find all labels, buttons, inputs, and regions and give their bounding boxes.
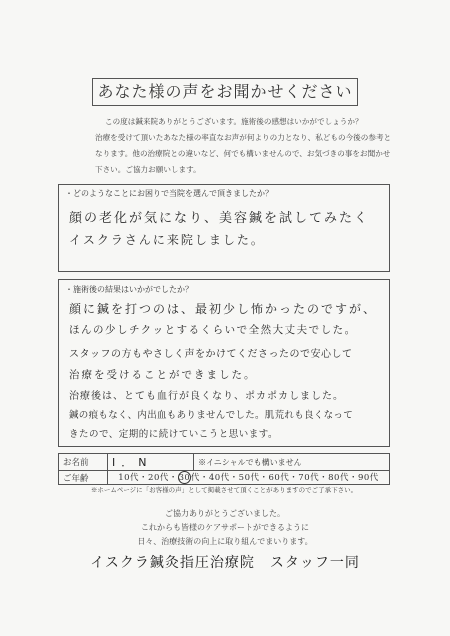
thanks-line: 日々、治療技術の向上に取り組んでまいります。 bbox=[137, 537, 313, 546]
thanks-line: ご協力ありがとうございました。 bbox=[165, 509, 285, 518]
question2-answer-line: 顔に鍼を打つのは、最初少し怖かったのですが、 bbox=[69, 302, 378, 316]
intro-text bbox=[95, 114, 392, 178]
question2-label: ・施術後の結果はいかがでしたか？ bbox=[65, 285, 193, 294]
intro-line: この度は鍼来院ありがとうございます。施術後の感想はいかがでしょうか？ bbox=[105, 117, 363, 126]
intro-line: なります。他の治療院との違いなど、何でも構いませんので、お気づきの事をお聞かせ bbox=[95, 149, 391, 158]
website-note: ※ホームページに「お客様の声」として掲載させて頂くことがありますのでご了承下さい。 bbox=[90, 486, 358, 494]
age-selected-circle: 30 bbox=[178, 473, 191, 482]
clinic-signature: イスクラ鍼灸指圧治療院 スタッフ一同 bbox=[90, 555, 360, 571]
intro-line: 下さい。ご協力お願いします。 bbox=[95, 165, 201, 174]
page-title: あなた様の声をお聞かせください bbox=[92, 78, 358, 106]
question1-box bbox=[58, 184, 390, 272]
intro-line: 治療を受けて頂いたあなた様の率直なお声が何よりの力となり、私どもの今後の参考と bbox=[95, 133, 392, 142]
name-value: I．N bbox=[108, 454, 194, 471]
question2-answer-line: ほんの少しチクッとするくらいで全然大丈夫でした。 bbox=[69, 324, 357, 336]
initial-note: ※イニシャルでも構いません bbox=[194, 454, 390, 471]
question2-answer-line: 治療後は、とても血行が良くなり、ポカポカしました。 bbox=[69, 391, 344, 402]
age-options-after: 代・40代・50代・60代・70代・80代・90代 bbox=[190, 473, 379, 483]
question2-answer-line: スタッフの方もやさしく声をかけてくださったので安心して bbox=[69, 349, 353, 360]
question1-label: ・どのようなことにお困りで当院を選んで頂きましたか？ bbox=[65, 189, 273, 198]
question1-answer-line: 顔の老化が気になり、美容鍼を試してみたく bbox=[69, 211, 370, 226]
question2-answer-line: 治療を受けることができました。 bbox=[69, 369, 257, 381]
question2-answer-line: きたので、定期的に続けていこうと思います。 bbox=[69, 429, 279, 440]
info-table bbox=[58, 453, 390, 485]
age-options-before: 10代・20代・ bbox=[118, 473, 178, 483]
age-options bbox=[108, 471, 390, 485]
question2-answer-line: 鍼の痕もなく、内出血もありませんでした。肌荒れも良くなって bbox=[69, 410, 354, 421]
thanks-line: これからも皆様のケアサポートができるように bbox=[141, 523, 309, 532]
age-label: ご年齢 bbox=[59, 471, 108, 485]
question2-box bbox=[58, 279, 390, 447]
name-label: お名前 bbox=[59, 454, 108, 471]
question1-answer-line: イスクラさんに来院しました。 bbox=[69, 233, 265, 247]
